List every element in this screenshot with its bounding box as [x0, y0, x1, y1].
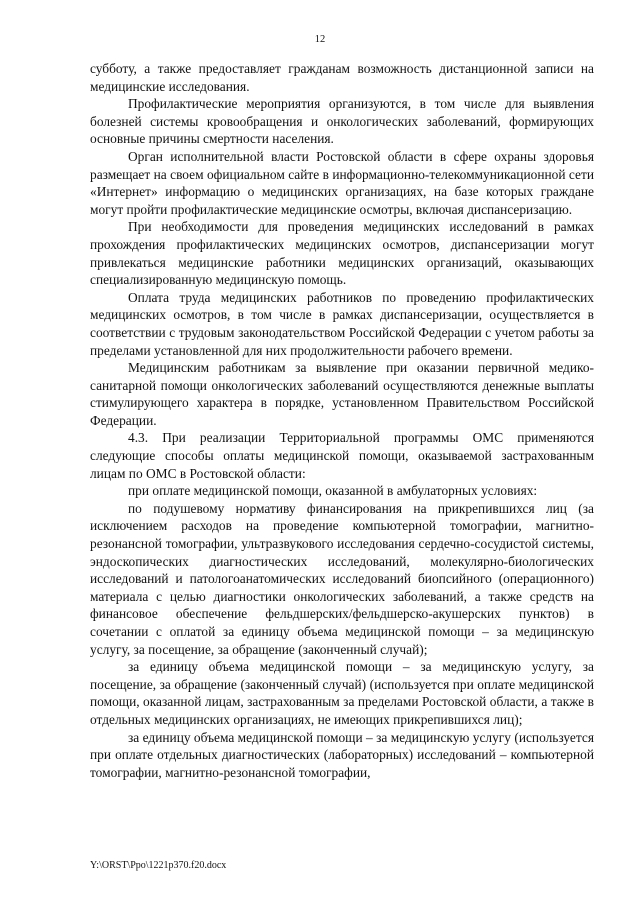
- paragraph-unit-service-method: за единицу объема медицинской помощи – за медицинскую услугу (используется при оплате отдельных диагностических (лабораторных) исследований – компьютерной томографии, магнитно-резонансной томографии,: [90, 729, 594, 780]
- paragraph-outpatient-intro: при оплате медицинской помощи, оказанной в амбулаторных условиях:: [128, 483, 538, 499]
- paragraph-per-capita-method: по подушевому нормативу финансирования на прикрепившихся лиц (за исключением расходов на проведение компьютерной томографии, магнитно-резонансной томографии, ультразвукового исследования сердечно-сосудистой системы, эндоскопических диагностических исследований, молекулярно-биологических исследований и патологоанатомических исследований биопсийного (операционного) материала с целью диагностики онкологических заболеваний, а также средств на финансовое обеспечение фельдшерских/фельдшерско-акушерских пунктов) в сочетании с оплатой за единицу объема медицинской помощи – за медицинскую услугу, за посещение, за обращение (законченный случай);: [90, 500, 594, 657]
- footer-file-path: Y:\ORST\Ppo\1221p370.f20.docx: [90, 860, 227, 871]
- paragraph-section-4-3: 4.3. При реализации Территориальной программы ОМС применяются следующие способы оплаты медицинской помощи, оказываемой застрахованным лицам по ОМС в Ростовской области:: [90, 430, 594, 481]
- document-body: [90, 60, 594, 781]
- paragraph-labor-payment: Оплата труда медицинских работников по проведению профилактических медицинских осмотров, в том числе в рамках диспансеризации, осуществляется в соответствии с трудовым законодательством Российской Федерации с учетом работы за пределами установленной для них продолжительности рабочего времени.: [90, 289, 594, 358]
- paragraph-continuation: субботу, а также предоставляет гражданам возможность дистанционной записи на медицинские исследования.: [90, 61, 594, 94]
- paragraph-preventive-measures: Профилактические мероприятия организуются, в том числе для выявления болезней системы кровообращения и онкологических заболеваний, формирующих основные причины смертности населения.: [90, 96, 594, 147]
- paragraph-medical-workers-involvement: При необходимости для проведения медицинских исследований в рамках прохождения профилактических медицинских осмотров, диспансеризации могут привлекаться медицинские работники медицинских организаций, оказывающих специализированную медицинскую помощь.: [90, 219, 594, 288]
- paragraph-unit-volume-method: за единицу объема медицинской помощи – за медицинскую услугу, за посещение, за обращение (законченный случай) (используется при оплате медицинской помощи, оказанной лицам, застрахованным за пределами Ростовской области, а также в отдельных медицинских организациях, не имеющих прикрепившихся лиц);: [90, 659, 594, 727]
- paragraph-executive-authority: Орган исполнительной власти Ростовской области в сфере охраны здоровья размещает на своем официальном сайте в информационно-телекоммуникационной сети «Интернет» информацию о медицинских организациях, на базе которых граждане могут пройти профилактические медицинские осмотры, включая диспансеризацию.: [90, 148, 594, 217]
- page-number: 12: [314, 34, 326, 45]
- paragraph-incentive-payments: Медицинским работникам за выявление при оказании первичной медико-санитарной помощи онкологических заболеваний осуществляются денежные выплаты стимулирующего характера в порядке, установленном Правительством Российской Федерации.: [90, 360, 594, 428]
